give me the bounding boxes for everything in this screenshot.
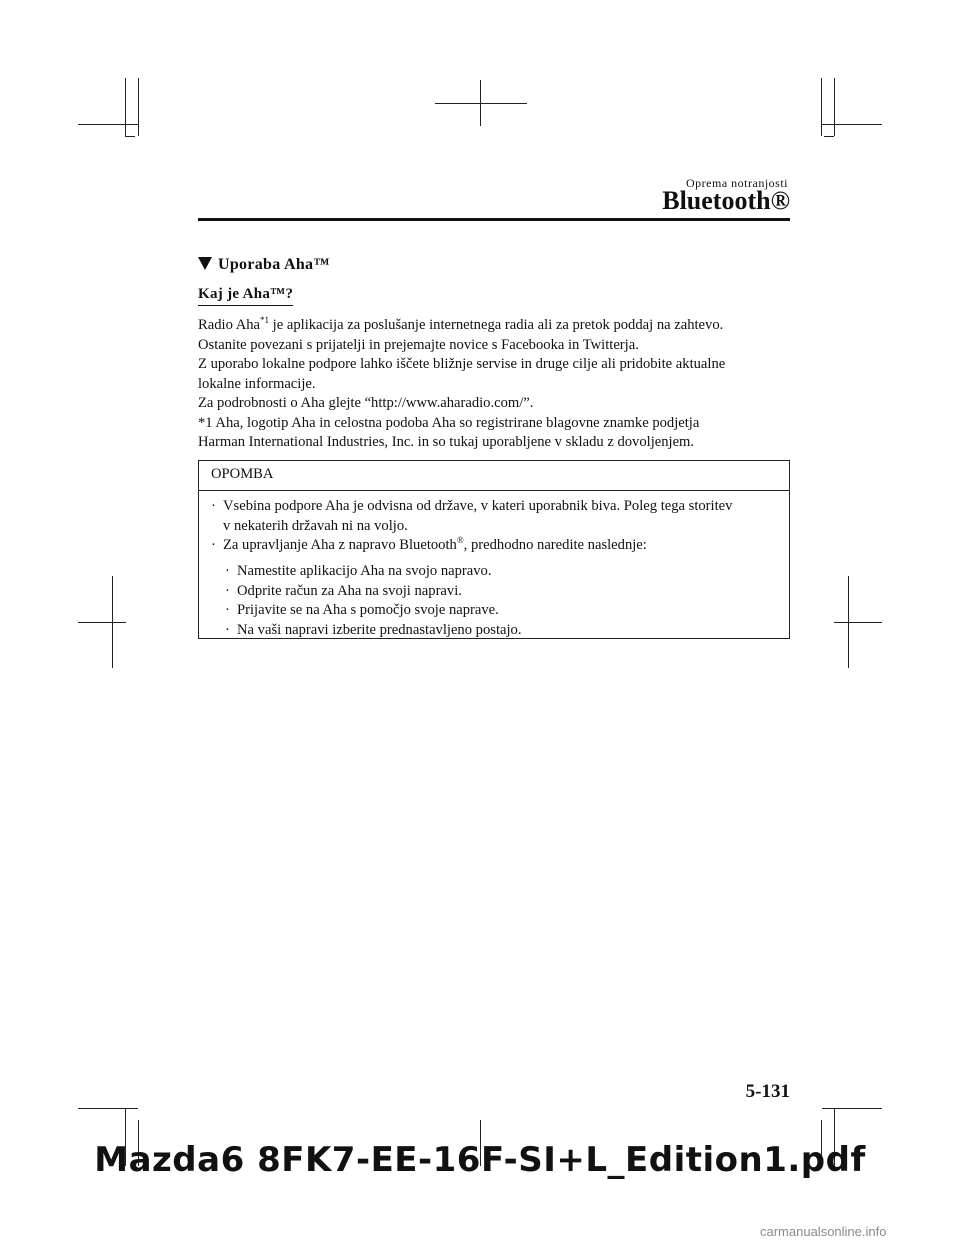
crop-mark	[822, 124, 882, 125]
note-bullet-text: , predhodno naredite naslednje:	[463, 537, 647, 553]
body-line	[198, 316, 798, 336]
note-title: OPOMBA	[199, 461, 789, 491]
note-sub-bullet-text: Prijavite se na Aha s pomočjo svoje naprave.	[237, 602, 499, 618]
note-sub-bullet: · Odprite račun za Aha na svoji napravi.	[225, 582, 462, 599]
registered-mark: ®	[456, 535, 464, 545]
crop-mark	[824, 136, 834, 137]
registration-mark	[834, 622, 882, 623]
heading-sub: Kaj je Aha™?	[198, 286, 293, 306]
body-text	[198, 316, 798, 453]
note-box	[198, 460, 790, 639]
note-sub-bullet: · Prijavite se na Aha s pomočjo svoje naprave.	[225, 602, 499, 618]
footnote-ref: *1	[260, 315, 270, 325]
crop-mark	[821, 78, 822, 136]
note-sub-bullet-text: Odprite račun za Aha na svoji napravi.	[237, 582, 462, 599]
note-sub-bullet: · Na vaši napravi izberite prednastavljeno postajo.	[225, 621, 522, 638]
body-line-text: je aplikacija za poslušanje internetnega radia ali za pretok poddaj na zahtevo.	[269, 317, 724, 333]
section-title: Bluetooth®	[662, 186, 790, 215]
crop-mark	[78, 124, 138, 125]
registration-mark	[78, 622, 126, 623]
note-bullet: · Vsebina podpore Aha je odvisna od države, v kateri uporabnik biva. Poleg tega storitev	[211, 498, 733, 514]
heading-main-text: Uporaba Aha™	[218, 256, 330, 273]
crop-mark	[822, 1108, 882, 1109]
heading-main	[198, 256, 330, 274]
crop-mark	[78, 1108, 138, 1109]
registration-mark	[435, 103, 527, 104]
triangle-down-icon	[198, 257, 212, 270]
note-sub-bullet-text: Namestite aplikacijo Aha na svojo napravo.	[237, 563, 492, 579]
page-number: 5-131	[745, 1081, 790, 1102]
body-line: Harman International Industries, Inc. in so tukaj uporabljene v skladu z dovoljenjem.	[198, 434, 695, 450]
crop-mark	[125, 136, 135, 137]
note-bullet: · Za upravljanje Aha z napravo Bluetooth®, predhodno naredite naslednje:	[211, 535, 647, 553]
crop-mark	[125, 78, 126, 136]
section-label: Oprema notranjosti	[686, 176, 788, 190]
note-sub-bullet: · Namestite aplikacijo Aha na svojo napravo.	[225, 563, 492, 579]
body-line: Ostanite povezani s prijatelji in prejemajte novice s Facebooka in Twitterja.	[198, 336, 639, 353]
crop-mark	[834, 78, 835, 136]
footer-filename: Mazda6 8FK7-EE-16F-SI+L_Edition1.pdf	[94, 1140, 866, 1180]
note-bullet-text: Vsebina podpore Aha je odvisna od države, v kateri uporabnik biva. Poleg tega storitev	[223, 498, 733, 514]
body-line: lokalne informacije.	[198, 375, 316, 392]
body-line: Z uporabo lokalne podpore lahko iščete bližnje servise in druge cilje ali pridobite aktualne	[198, 356, 726, 372]
crop-mark	[138, 78, 139, 136]
body-line: *1 Aha, logotip Aha in celostna podoba Aha so registrirane blagovne znamke podjetja	[198, 414, 700, 431]
header-rule	[198, 218, 790, 221]
note-sub-bullet-text: Na vaši napravi izberite prednastavljeno postajo.	[237, 621, 522, 638]
body-line-text: Radio Aha	[198, 317, 261, 333]
note-bullet-text: Za upravljanje Aha z napravo Bluetooth	[223, 537, 457, 553]
body-line: Za podrobnosti o Aha glejte “http://www.aharadio.com/”.	[198, 395, 534, 411]
watermark: carmanualsonline.info	[760, 1224, 887, 1239]
note-bullet-continuation: v nekaterih državah ni na voljo.	[223, 517, 408, 534]
